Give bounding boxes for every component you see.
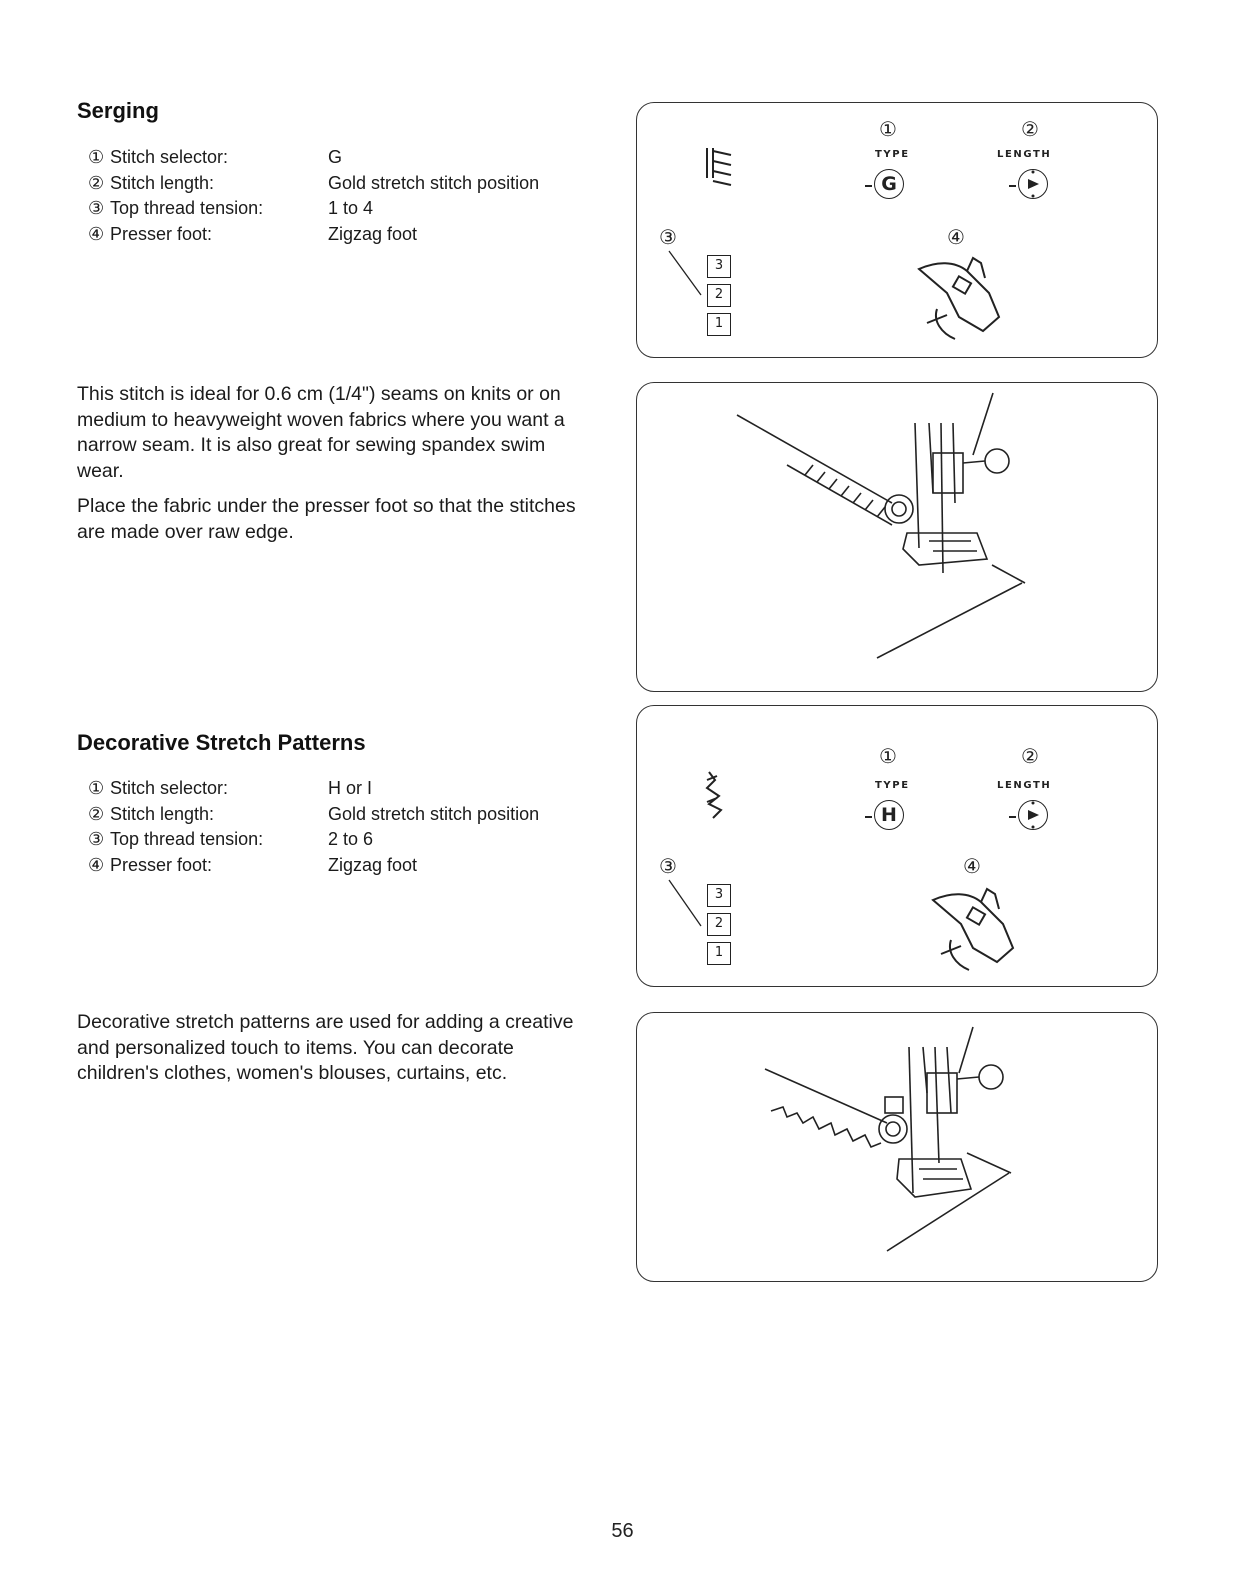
decorative-settings-list bbox=[88, 776, 539, 878]
setting-label: Stitch selector: bbox=[110, 778, 229, 798]
setting-label: Presser foot: bbox=[110, 854, 213, 875]
decorative-panel-drawing bbox=[637, 706, 1157, 986]
serging-settings-panel bbox=[636, 102, 1158, 358]
setting-value: 1 to 4 bbox=[328, 198, 374, 218]
tension-cell: 2 bbox=[707, 913, 731, 936]
serging-illustration-panel bbox=[636, 382, 1158, 692]
setting-label: Top thread tension: bbox=[110, 198, 264, 218]
setting-label: Presser foot: bbox=[110, 223, 213, 244]
setting-label: Stitch length: bbox=[110, 172, 215, 193]
serging-description: This stitch is ideal for 0.6 cm (1/4") seams on knits or on medium to heavyweight woven fabrics where you want a narrow seam. It is also great for sewing spandex swim wear. bbox=[77, 383, 565, 482]
setting-row-stitch-selector bbox=[88, 145, 539, 171]
tension-cell: 1 bbox=[707, 942, 731, 965]
type-caption: TYPE bbox=[875, 780, 910, 791]
decorative-sewing-drawing bbox=[637, 1013, 1157, 1281]
marker-2: ② bbox=[1021, 744, 1039, 768]
decorative-description: Decorative stretch patterns are used for adding a creative and personalized touch to items. You can decorate children's clothes, women's blouses, curtains, etc. bbox=[77, 1011, 574, 1084]
marker-4: ④ bbox=[963, 854, 981, 878]
marker-3: ③ bbox=[659, 225, 677, 249]
pointer-line bbox=[669, 880, 701, 926]
circled-number: ① bbox=[88, 147, 105, 167]
serging-settings-list bbox=[88, 145, 539, 247]
marker-2: ② bbox=[1021, 117, 1039, 141]
circled-number: ③ bbox=[88, 829, 105, 849]
marker-4: ④ bbox=[947, 225, 965, 249]
length-caption: LENGTH bbox=[997, 780, 1052, 791]
marker-1: ① bbox=[879, 744, 897, 768]
tension-cell: 1 bbox=[707, 313, 731, 336]
decorative-title: Decorative Stretch Patterns bbox=[77, 730, 366, 755]
circled-number: ③ bbox=[88, 198, 105, 218]
tension-cell: 3 bbox=[707, 884, 731, 907]
setting-row-presser-foot bbox=[88, 222, 539, 248]
serging-stitch-icon bbox=[707, 148, 731, 185]
type-caption: TYPE bbox=[875, 149, 910, 160]
setting-value: Zigzag foot bbox=[328, 854, 418, 875]
marker-1: ① bbox=[879, 117, 897, 141]
serging-title: Serging bbox=[77, 98, 159, 123]
setting-row-stitch-length bbox=[88, 171, 539, 197]
setting-value: Zigzag foot bbox=[328, 223, 418, 244]
setting-value: Gold stretch stitch position bbox=[328, 172, 540, 193]
zigzag-foot-icon bbox=[933, 889, 1013, 970]
marker-3: ③ bbox=[659, 854, 677, 878]
setting-value: Gold stretch stitch position bbox=[328, 803, 540, 824]
setting-value: H or I bbox=[328, 778, 373, 798]
decorative-settings-panel bbox=[636, 705, 1158, 987]
serging-sewing-drawing bbox=[637, 383, 1157, 691]
type-dial-letter: G bbox=[881, 173, 897, 195]
circled-number: ① bbox=[88, 778, 105, 798]
setting-value: G bbox=[328, 147, 343, 167]
circled-number: ② bbox=[88, 803, 105, 824]
setting-label: Top thread tension: bbox=[110, 829, 264, 849]
setting-row-stitch-length bbox=[88, 802, 539, 828]
tension-cell: 3 bbox=[707, 255, 731, 278]
pointer-line bbox=[669, 251, 701, 295]
setting-label: Stitch selector: bbox=[110, 147, 229, 167]
circled-number: ④ bbox=[88, 223, 105, 244]
page-number: 56 bbox=[611, 1520, 634, 1542]
serging-panel-drawing bbox=[637, 103, 1157, 357]
circled-number: ② bbox=[88, 172, 105, 193]
tension-cell: 2 bbox=[707, 284, 731, 307]
serging-instruction: Place the fabric under the presser foot so that the stitches are made over raw edge. bbox=[77, 495, 576, 543]
setting-row-thread-tension bbox=[88, 827, 539, 853]
decorative-illustration-panel bbox=[636, 1012, 1158, 1282]
decorative-stitch-icon bbox=[707, 772, 721, 818]
setting-label: Stitch length: bbox=[110, 803, 215, 824]
type-dial-letter: H bbox=[881, 804, 897, 826]
circled-number: ④ bbox=[88, 854, 105, 875]
setting-value: 2 to 6 bbox=[328, 829, 374, 849]
setting-row-stitch-selector bbox=[88, 776, 539, 802]
setting-row-presser-foot bbox=[88, 853, 539, 879]
length-caption: LENGTH bbox=[997, 149, 1052, 160]
setting-row-thread-tension bbox=[88, 196, 539, 222]
zigzag-foot-icon bbox=[919, 258, 999, 339]
